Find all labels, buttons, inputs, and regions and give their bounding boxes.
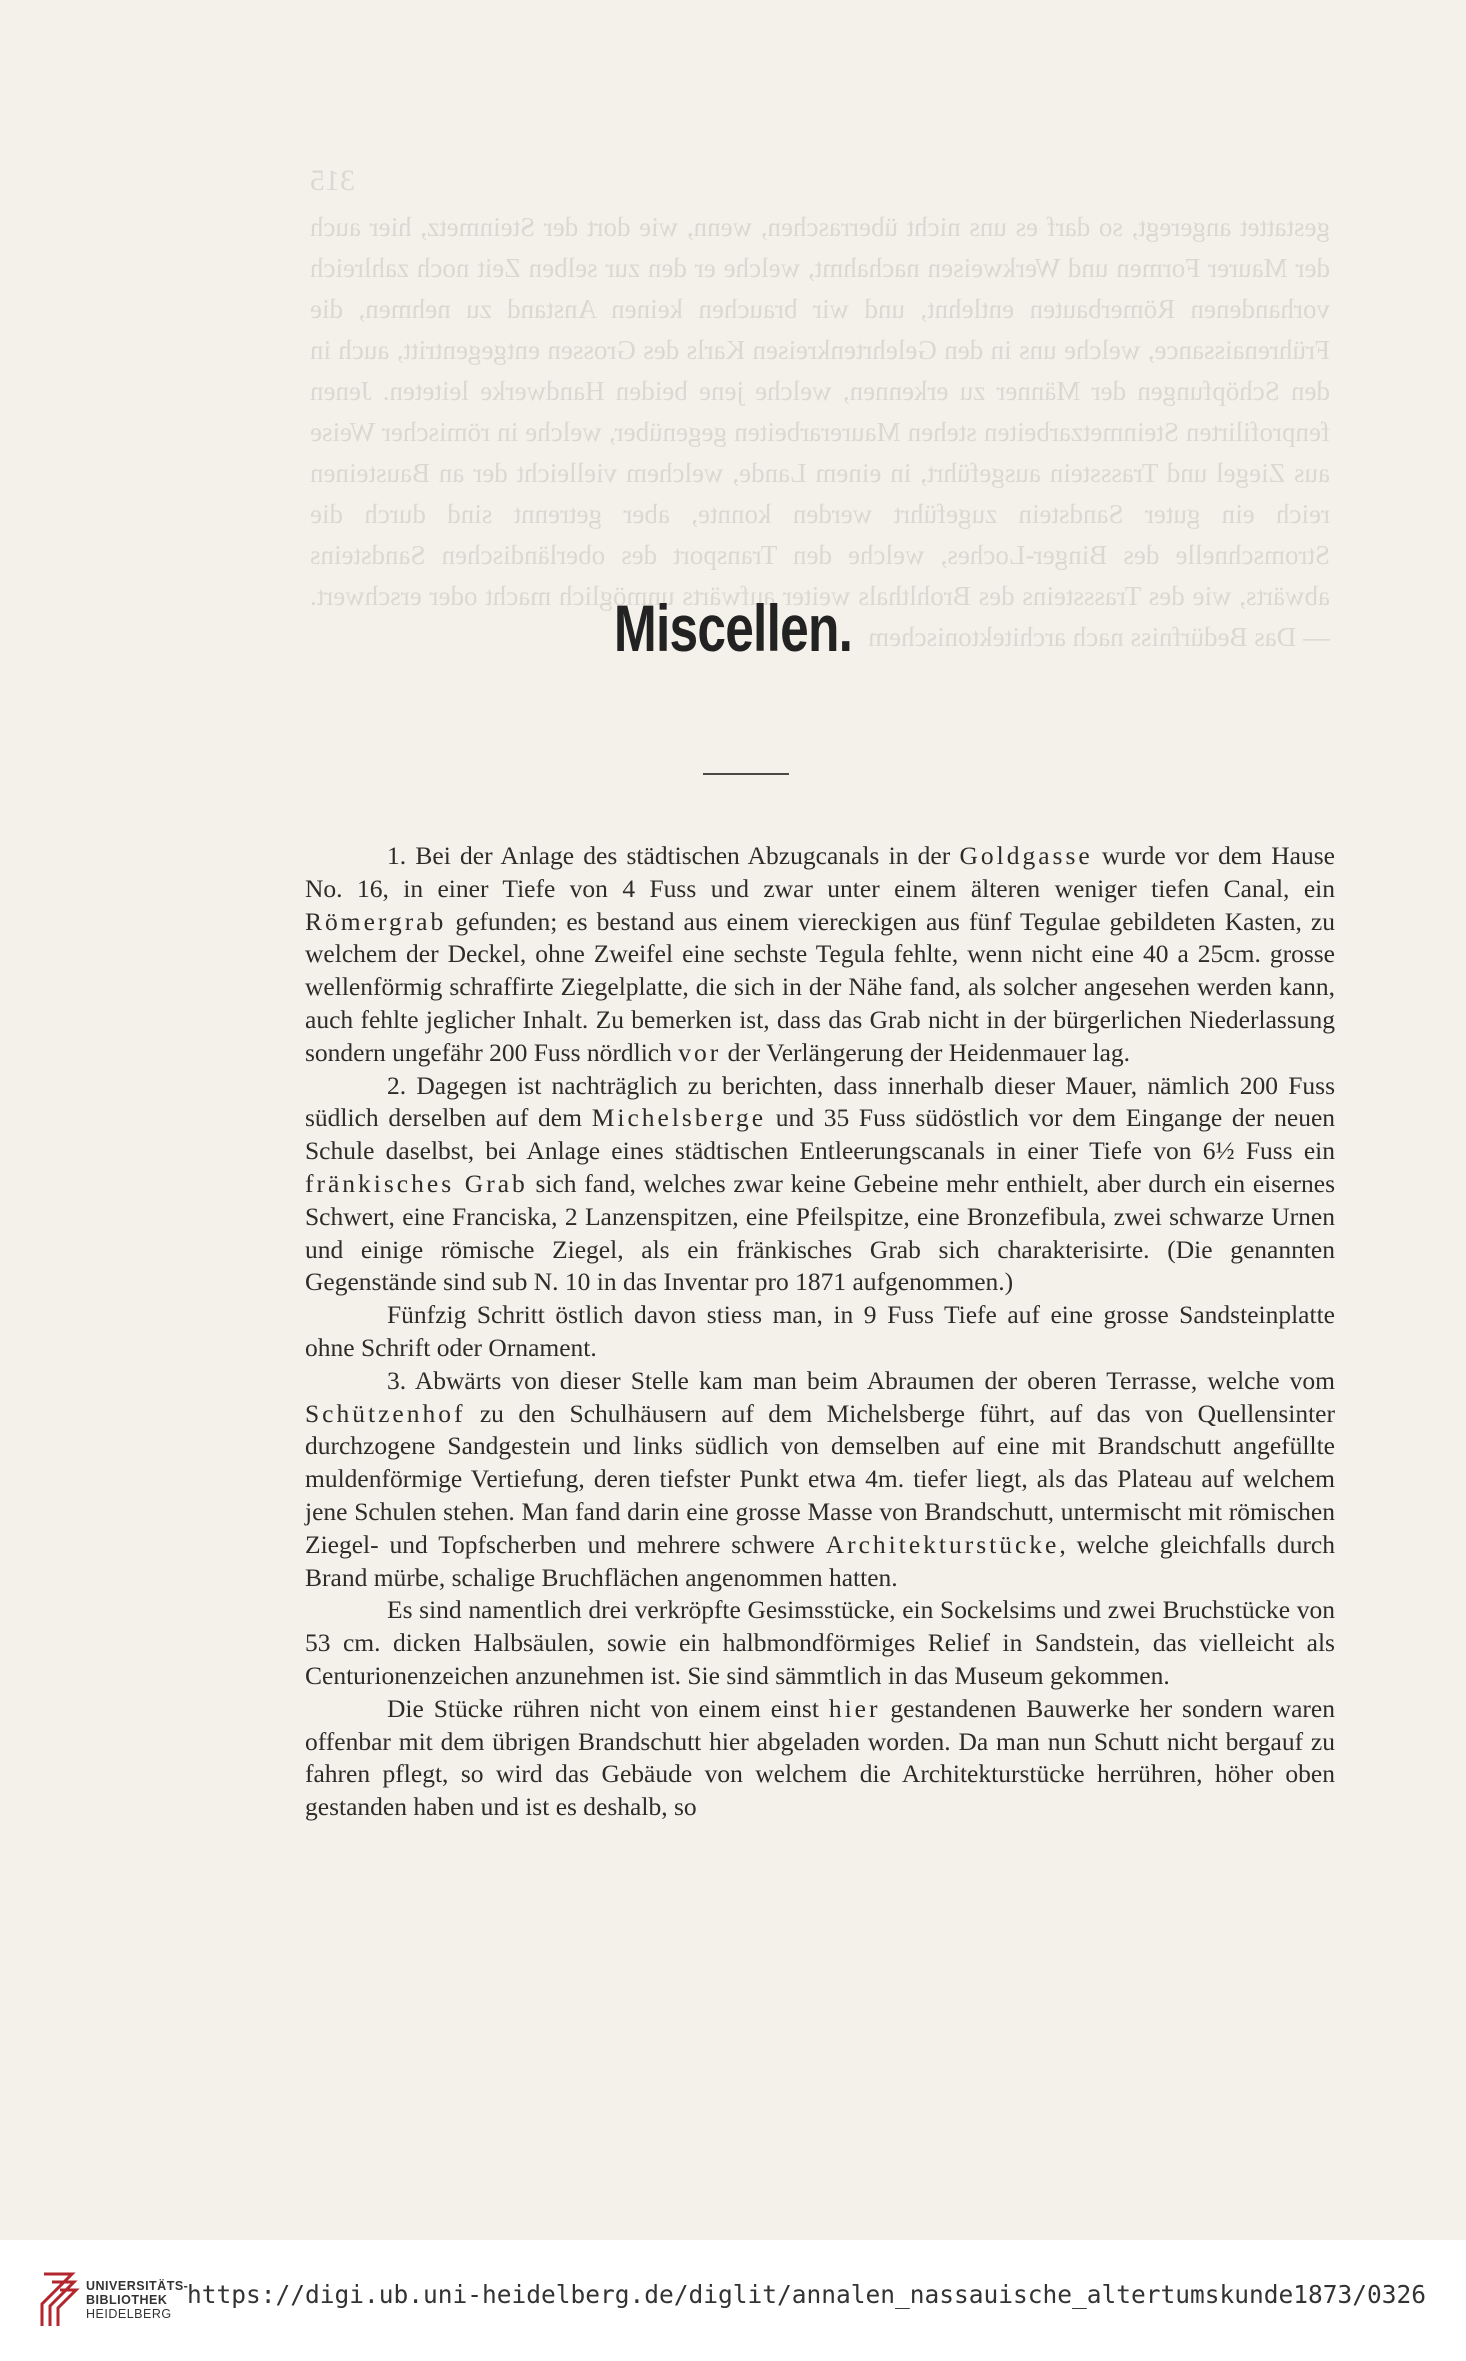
permalink-url[interactable]: https://digi.ub.uni-heidelberg.de/diglit/annalen_nassauische_altertumskunde1873/0326 [186,2280,1426,2309]
paragraph-4: 3. Abwärts von dieser Stelle kam man beim Abraumen der oberen Terrasse, welche vom Schützenhof zu den Schulhäusern auf dem Michelsberge führt, auf das von Quellensinter durchzogene Sandgestein und links südlich von demselben auf eine mit Brandschutt angefüllte muldenförmige Vertiefung, deren tiefster Punkt etwa 4m. tiefer liegt, als das Plateau auf welchem jene Schulen stehen. Man fand darin eine grosse Masse von Brandschutt, untermischt mit römischen Ziegel- und Topfscherben und mehrere schwere Architekturstücke, welche gleichfalls durch Brand mürbe, schalige Bruchflächen angenommen hatten. [305,1365,1335,1592]
article-body [305,840,1335,1824]
university-library-logo-icon[interactable] [34,2268,82,2332]
page-title: Miscellen. [613,591,853,665]
paragraph-6: Die Stücke rühren nicht von einem einst hier gestandenen Bauwerke her sondern waren offenbar mit dem übrigen Brandschutt hier abgeladen worden. Da man nun Schutt nicht bergauf zu fahren pflegt, so wird das Gebäude von welchem die Architekturstücke herrühren, höher oben gestanden haben und ist es deshalb, so [305,1693,1335,1822]
logo-line-3: HEIDELBERG [86,2307,172,2321]
reverse-page-number: 315 [310,164,355,197]
paragraph-3: Fünfzig Schritt östlich davon stiess man, in 9 Fuss Tiefe auf eine grosse Sandsteinplatte ohne Schrift oder Ornament. [305,1300,1335,1362]
paragraph-1: 1. Bei der Anlage des städtischen Abzugcanals in der Goldgasse wurde vor dem Hause No. 16, in einer Tiefe von 4 Fuss und zwar unter einem älteren weniger tiefen Canal, ein Römergrab gefunden; es bestand aus einem viereckigen aus fünf Tegulae gebildeten Kasten, zu welchem der Deckel, ohne Zweifel eine sechste Tegula fehlte, wenn nicht eine 40 a 25cm. grosse wellenförmig schraffirte Ziegelplatte, die sich in der Nähe fand, als solcher angesehen werden kann, auch fehlte jeglicher Inhalt. Zu bemerken ist, dass das Grab nicht in der bürgerlichen Niederlassung sondern ungefähr 200 Fuss nördlich vor der Verlängerung der Heidenmauer lag. [305,841,1335,1067]
title-divider [703,773,789,775]
paragraph-5: Es sind namentlich drei verkröpfte Gesimsstücke, ein Sockelsims und zwei Bruchstücke von 53 cm. dicken Halbsäulen, sowie ein halbmondförmiges Relief in Sandstein, das vielleicht als Centurionenzeichen anzunehmen ist. Sie sind sämmtlich in das Museum gekommen. [305,1595,1335,1690]
reverse-text: gestattet angeregt, so darf es uns nicht überraschen, wenn, wie dort der Steinmetz, hier auch der Maurer Formen und Werkweisen nachahmt, welche er den zur selben Zeit noch zahlreich vorhandenen Römerbauten entlehnt, und wir brauchen keinen Anstand zu nehmen, die Frührenaissance, welche uns in den Gelehrtenkreisen Karls des Grossen entgegentritt, auch in den Schöpfungen der Männer zu erkennen, welche jene beiden Handwerke leiteten. Jenen fenprofilirten Steinmetzarbeiten stehen Maurerarbeiten gegenüber, welche in römischer Weise aus Ziegel und Trassstein ausgeführt, in einem Lande, welchem vielleicht der an Bausteinen reich ein guter Sandstein zugeführt werden konnte, aber getrennt sind durch die Stromschnelle des Binger-Loches, welche den Transport des oberländischen Sandsteins abwärts, wie des Trasssteins des Brohlthals weiter aufwärts unmöglich macht oder erschwert. — Das Bedürfniss nach architektonischem [310,212,1330,652]
paragraph-2: 2. Dagegen ist nachträglich zu berichten, dass innerhalb dieser Mauer, nämlich 200 Fuss südlich derselben auf dem Michelsberge und 35 Fuss südöstlich vor dem Eingange der neuen Schule daselbst, bei Anlage eines städtischen Entleerungscanals in einer Tiefe von 6½ Fuss ein fränkisches Grab sich fand, welches zwar keine Gebeine mehr enthielt, aber durch ein eisernes Schwert, eine Franciska, 2 Lanzenspitzen, eine Pfeilspitze, eine Bronzefibula, zwei schwarze Urnen und einige römische Ziegel, als ein fränkisches Grab sich charakterisirte. (Die genannten Gegenstände sind sub N. 10 in das Inventar pro 1871 aufgenommen.) [305,1070,1336,1297]
logo-line-1: UNIVERSITÄTS- [86,2279,189,2293]
show-through-text [310,160,1330,658]
library-name[interactable] [86,2279,188,2321]
logo-line-2: BIBLIOTHEK [86,2293,168,2307]
